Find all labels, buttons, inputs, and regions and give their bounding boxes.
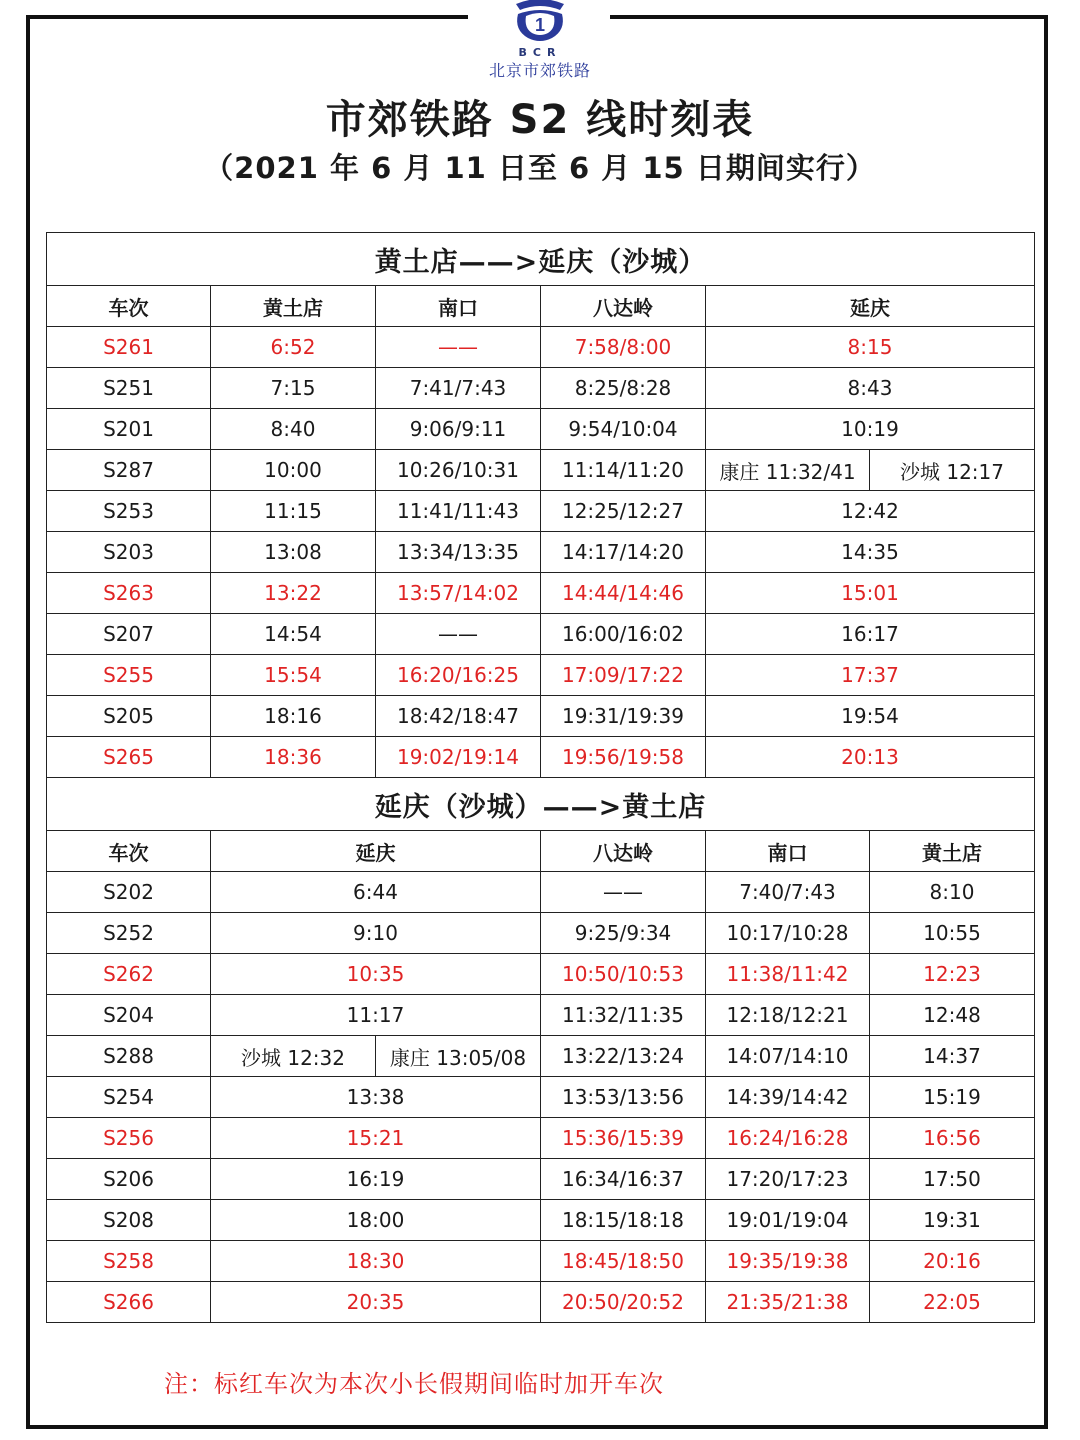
train-number: S202 — [47, 872, 211, 913]
time-cell: 13:53/13:56 — [541, 1077, 706, 1118]
time-cell: 16:20/16:25 — [376, 655, 541, 696]
train-number: S254 — [47, 1077, 211, 1118]
train-number: S261 — [47, 327, 211, 368]
page-subtitle: （2021 年 6 月 11 日至 6 月 15 日期间实行） — [204, 151, 876, 185]
table-row — [47, 327, 1035, 368]
time-cell: 7:15 — [211, 368, 376, 409]
header-row — [47, 286, 1035, 327]
time-cell: 18:45/18:50 — [541, 1241, 706, 1282]
time-cell: 康庄 11:32/41 — [706, 450, 870, 491]
train-number: S201 — [47, 409, 211, 450]
column-header: 南口 — [706, 831, 870, 872]
time-cell: 8:40 — [211, 409, 376, 450]
train-number: S203 — [47, 532, 211, 573]
time-cell: 15:01 — [706, 573, 1035, 614]
time-cell: 8:10 — [870, 872, 1035, 913]
time-cell: 11:32/11:35 — [541, 995, 706, 1036]
time-cell: 12:42 — [706, 491, 1035, 532]
table-row — [47, 491, 1035, 532]
time-cell: 10:19 — [706, 409, 1035, 450]
time-cell: 15:36/15:39 — [541, 1118, 706, 1159]
time-cell: 19:31/19:39 — [541, 696, 706, 737]
time-cell: 9:25/9:34 — [541, 913, 706, 954]
train-number: S253 — [47, 491, 211, 532]
section-heading-row — [47, 778, 1035, 831]
time-cell: 19:31 — [870, 1200, 1035, 1241]
table-row — [47, 696, 1035, 737]
column-header: 黄土店 — [870, 831, 1035, 872]
time-cell: 12:25/12:27 — [541, 491, 706, 532]
time-cell: 22:05 — [870, 1282, 1035, 1323]
footnote: 注：标红车次为本次小长假期间临时加开车次 — [164, 1370, 664, 1398]
column-header: 八达岭 — [541, 831, 706, 872]
time-cell: 18:00 — [211, 1200, 541, 1241]
time-cell: 康庄 13:05/08 — [376, 1036, 541, 1077]
section-heading: 延庆（沙城）——>黄土店 — [47, 778, 1035, 831]
table-row — [47, 913, 1035, 954]
table-row — [47, 1118, 1035, 1159]
time-cell: 16:19 — [211, 1159, 541, 1200]
time-cell: 17:37 — [706, 655, 1035, 696]
table-row — [47, 1159, 1035, 1200]
time-cell: 18:30 — [211, 1241, 541, 1282]
time-cell: 14:35 — [706, 532, 1035, 573]
time-cell: 10:26/10:31 — [376, 450, 541, 491]
time-cell: 18:16 — [211, 696, 376, 737]
time-cell: 19:56/19:58 — [541, 737, 706, 778]
train-number: S204 — [47, 995, 211, 1036]
time-cell: 18:36 — [211, 737, 376, 778]
time-cell: 19:54 — [706, 696, 1035, 737]
column-header: 八达岭 — [541, 286, 706, 327]
time-cell: 20:16 — [870, 1241, 1035, 1282]
column-header: 车次 — [47, 286, 211, 327]
time-cell: 12:23 — [870, 954, 1035, 995]
train-number: S206 — [47, 1159, 211, 1200]
time-cell: 14:37 — [870, 1036, 1035, 1077]
train-number: S265 — [47, 737, 211, 778]
time-cell: 11:17 — [211, 995, 541, 1036]
column-header: 延庆 — [211, 831, 541, 872]
time-cell: 18:15/18:18 — [541, 1200, 706, 1241]
logo-name: 北京市郊铁路 — [488, 61, 591, 80]
table-row — [47, 1200, 1035, 1241]
time-cell: 13:22/13:24 — [541, 1036, 706, 1077]
train-number: S263 — [47, 573, 211, 614]
time-cell: 14:17/14:20 — [541, 532, 706, 573]
time-cell: 16:17 — [706, 614, 1035, 655]
table-row — [47, 655, 1035, 696]
time-cell: 13:34/13:35 — [376, 532, 541, 573]
page-title: 市郊铁路 S2 线时刻表 — [325, 97, 755, 143]
time-cell: 12:18/12:21 — [706, 995, 870, 1036]
table-row — [47, 954, 1035, 995]
time-cell: 19:35/19:38 — [706, 1241, 870, 1282]
time-cell: 11:38/11:42 — [706, 954, 870, 995]
table-row — [47, 614, 1035, 655]
table-row — [47, 995, 1035, 1036]
time-cell: 11:14/11:20 — [541, 450, 706, 491]
time-cell: 8:43 — [706, 368, 1035, 409]
time-cell: 19:02/19:14 — [376, 737, 541, 778]
time-cell: 19:01/19:04 — [706, 1200, 870, 1241]
train-number: S251 — [47, 368, 211, 409]
time-cell: 16:24/16:28 — [706, 1118, 870, 1159]
table-row — [47, 1282, 1035, 1323]
bcr-logo-icon — [508, 0, 572, 44]
table-row — [47, 450, 1035, 491]
time-cell: —— — [541, 872, 706, 913]
time-cell: 10:00 — [211, 450, 376, 491]
time-cell: —— — [376, 327, 541, 368]
time-cell: 8:25/8:28 — [541, 368, 706, 409]
time-cell: 13:57/14:02 — [376, 573, 541, 614]
train-number: S266 — [47, 1282, 211, 1323]
time-cell: 11:41/11:43 — [376, 491, 541, 532]
time-cell: 7:41/7:43 — [376, 368, 541, 409]
timetable — [46, 232, 1035, 1323]
table-row — [47, 409, 1035, 450]
time-cell: 14:39/14:42 — [706, 1077, 870, 1118]
time-cell: 10:55 — [870, 913, 1035, 954]
train-number: S207 — [47, 614, 211, 655]
time-cell: 20:35 — [211, 1282, 541, 1323]
header-row — [47, 831, 1035, 872]
time-cell: 6:44 — [211, 872, 541, 913]
time-cell: 21:35/21:38 — [706, 1282, 870, 1323]
time-cell: 14:44/14:46 — [541, 573, 706, 614]
time-cell: 16:56 — [870, 1118, 1035, 1159]
train-number: S255 — [47, 655, 211, 696]
time-cell: 13:22 — [211, 573, 376, 614]
logo-letters: BCR — [518, 46, 562, 59]
time-cell: 10:17/10:28 — [706, 913, 870, 954]
time-cell: 20:50/20:52 — [541, 1282, 706, 1323]
time-cell: 15:21 — [211, 1118, 541, 1159]
column-header: 延庆 — [706, 286, 1035, 327]
train-number: S208 — [47, 1200, 211, 1241]
time-cell: 16:00/16:02 — [541, 614, 706, 655]
column-header: 南口 — [376, 286, 541, 327]
column-header: 黄土店 — [211, 286, 376, 327]
train-number: S287 — [47, 450, 211, 491]
table-row — [47, 1036, 1035, 1077]
train-number: S288 — [47, 1036, 211, 1077]
table-row — [47, 1077, 1035, 1118]
time-cell: 15:54 — [211, 655, 376, 696]
time-cell: 7:58/8:00 — [541, 327, 706, 368]
time-cell: 8:15 — [706, 327, 1035, 368]
time-cell: 14:07/14:10 — [706, 1036, 870, 1077]
time-cell: 17:09/17:22 — [541, 655, 706, 696]
table-row — [47, 737, 1035, 778]
section-heading-row — [47, 233, 1035, 286]
svg-text:1: 1 — [534, 15, 546, 35]
time-cell: 9:54/10:04 — [541, 409, 706, 450]
table-row — [47, 1241, 1035, 1282]
table-row — [47, 532, 1035, 573]
train-number: S205 — [47, 696, 211, 737]
time-cell: 20:13 — [706, 737, 1035, 778]
time-cell: 14:54 — [211, 614, 376, 655]
time-cell: 9:10 — [211, 913, 541, 954]
time-cell: 13:38 — [211, 1077, 541, 1118]
section-heading: 黄土店——>延庆（沙城） — [47, 233, 1035, 286]
train-number: S256 — [47, 1118, 211, 1159]
time-cell: 9:06/9:11 — [376, 409, 541, 450]
time-cell: 沙城 12:32 — [211, 1036, 376, 1077]
time-cell: 18:42/18:47 — [376, 696, 541, 737]
time-cell: 10:50/10:53 — [541, 954, 706, 995]
time-cell: 6:52 — [211, 327, 376, 368]
column-header: 车次 — [47, 831, 211, 872]
train-number: S252 — [47, 913, 211, 954]
time-cell: —— — [376, 614, 541, 655]
time-cell: 12:48 — [870, 995, 1035, 1036]
time-cell: 沙城 12:17 — [870, 450, 1035, 491]
time-cell: 7:40/7:43 — [706, 872, 870, 913]
train-number: S258 — [47, 1241, 211, 1282]
table-row — [47, 368, 1035, 409]
time-cell: 15:19 — [870, 1077, 1035, 1118]
table-row — [47, 573, 1035, 614]
time-cell: 10:35 — [211, 954, 541, 995]
time-cell: 16:34/16:37 — [541, 1159, 706, 1200]
train-number: S262 — [47, 954, 211, 995]
time-cell: 13:08 — [211, 532, 376, 573]
bcr-logo — [480, 0, 600, 86]
time-cell: 11:15 — [211, 491, 376, 532]
time-cell: 17:50 — [870, 1159, 1035, 1200]
table-row — [47, 872, 1035, 913]
time-cell: 17:20/17:23 — [706, 1159, 870, 1200]
